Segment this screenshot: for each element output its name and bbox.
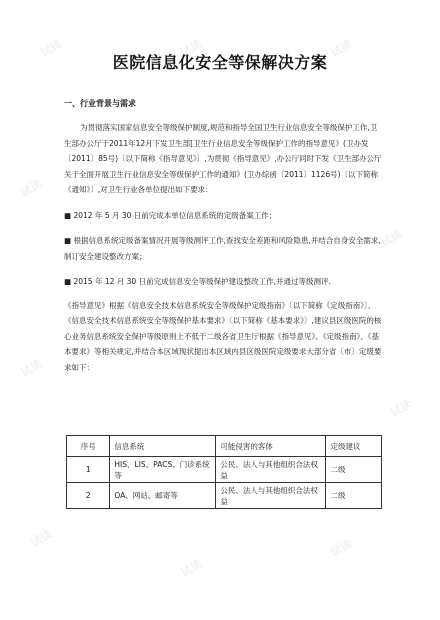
paragraph-guidance: 《指导意见》根据《信息安全技术信息系统安全等级保护定级指南》〔以下简称《定级指南》〕、《信息安全技术信息系统安全等级保护基本要求》〔以下简称《基本要求》〕,建议县区级医院的核心业务信息系统安全保护等级原则上不低于二级各省卫生厅根据《指导意见》、《定级指南》、《基本要求》等相关规定,并结合本区域现状提出本区域内县区级医院定级要求大部分省〔市〕定级要求如下： (64, 300, 382, 372)
document-body (64, 120, 384, 375)
bullet-item: ■ 2015 年 12 月 30 日前完成信息安全等级保护建设整改工作,并通过等级测评. (64, 277, 331, 286)
bullet-item: ■ 根据信息系统定级备案情况开展等级测评工作,查找安全差距和风险隐患,并结合自身安全需求,制订安全建设整改方案； (64, 236, 381, 261)
table-cell: HIS、LIS、PACS、门诊系统等 (110, 457, 216, 483)
table-cell: 二级 (326, 457, 382, 483)
table-cell: 公民、法人与其他组织合法权益 (216, 457, 326, 483)
table-cell: 1 (67, 457, 110, 483)
table-cell: 二级 (326, 483, 382, 509)
section-heading: 一、行业背景与需求 (64, 99, 136, 108)
table-header-cell: 定级建议 (326, 436, 382, 457)
table-header-row (67, 436, 382, 457)
watermark: 试读 (28, 527, 55, 550)
table-row (67, 457, 382, 483)
watermark: 试读 (328, 537, 355, 560)
grading-table (66, 435, 382, 509)
watermark: 试读 (38, 37, 65, 60)
table-cell: OA、网站、邮寄等 (110, 483, 216, 509)
watermark: 试读 (178, 37, 205, 60)
table-cell: 公民、法人与其他组织合法权益 (216, 483, 326, 509)
table-header-cell: 可能侵害的客体 (216, 436, 326, 457)
table-cell: 2 (67, 483, 110, 509)
paragraph-intro: 为贯彻落实国家信息安全等级保护制度,规范和指导全国卫生行业信息安全等级保护工作,卫生部办公厅于2011年12月下发卫生部[卫生行业信息安全等级保护工作的指导意见》(卫办发〔2011〕85号)〔以下简称《指导意见》〕,为贯彻《指导意见》,办公厅同时下发《卫生部办公厅关于全面开展卫生行业信息安全等级保护工作的通知》(卫办综函〔2011〕1126号)〔以下简称《通知》〕,对卫生行业各单位提出如下要求： (64, 123, 382, 194)
table-header-cell: 序号 (67, 436, 110, 457)
watermark: 试读 (378, 227, 405, 250)
watermark: 试读 (18, 357, 45, 380)
bullet-item: ■ 2012 年 5 月 30 日前完成本单位信息系统的定级备案工作； (64, 210, 277, 220)
watermark: 试读 (328, 37, 355, 60)
watermark: 试读 (18, 177, 45, 200)
table-header-cell: 信息系统 (110, 436, 216, 457)
table-row (67, 483, 382, 509)
watermark: 试读 (178, 557, 205, 580)
document-title: 医院信息化安全等保解决方案 (112, 53, 328, 72)
watermark: 试读 (388, 397, 415, 420)
